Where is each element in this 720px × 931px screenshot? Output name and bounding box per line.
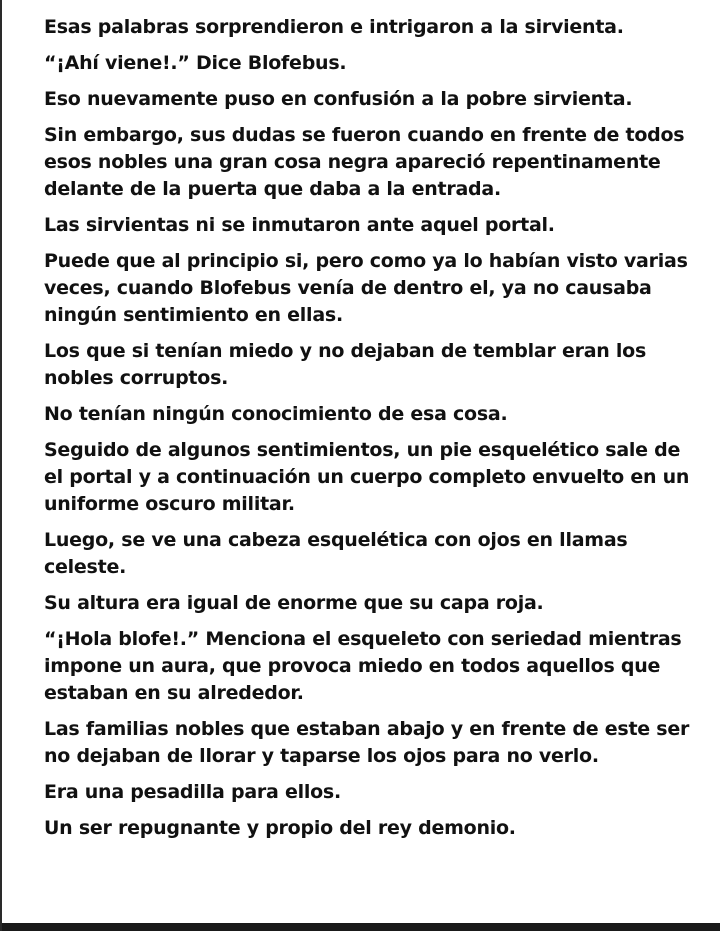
- paragraph-8: No tenían ningún conocimiento de esa cosa.: [44, 403, 508, 425]
- bottom-border-bar: [2, 923, 720, 931]
- document-body: [44, 14, 704, 851]
- paragraph-6: Puede que al principio si, pero como ya lo habían visto varias veces, cuando Blofebus venía de dentro el, ya no causaba ningún sentimiento en ellas.: [44, 250, 688, 326]
- paragraph-5: Las sirvientas ni se inmutaron ante aquel portal.: [44, 214, 555, 236]
- paragraph-14: Era una pesadilla para ellos.: [44, 781, 341, 803]
- paragraph-10: Luego, se ve una cabeza esquelética con ojos en llamas celeste.: [44, 529, 628, 578]
- paragraph-2: “¡Ahí viene!.” Dice Blofebus.: [44, 52, 347, 74]
- paragraph-1: Esas palabras sorprendieron e intrigaron a la sirvienta.: [44, 16, 624, 38]
- paragraph-15: Un ser repugnante y propio del rey demonio.: [44, 817, 516, 839]
- paragraph-9: Seguido de algunos sentimientos, un pie esquelético sale de el portal y a continuación un cuerpo completo envuelto en un uniforme oscuro militar.: [44, 439, 690, 515]
- paragraph-3: Eso nuevamente puso en confusión a la pobre sirvienta.: [44, 88, 633, 110]
- paragraph-12: “¡Hola blofe!.” Menciona el esqueleto con seriedad mientras impone un aura, que provoca miedo en todos aquellos que estaban en su alrededor.: [44, 628, 682, 704]
- paragraph-7: Los que si tenían miedo y no dejaban de temblar eran los nobles corruptos.: [44, 340, 647, 389]
- paragraph-11: Su altura era igual de enorme que su capa roja.: [44, 592, 544, 614]
- paragraph-13: Las familias nobles que estaban abajo y en frente de este ser no dejaban de llorar y taparse los ojos para no verlo.: [44, 718, 690, 767]
- paragraph-4: Sin embargo, sus dudas se fueron cuando en frente de todos esos nobles una gran cosa negra apareció repentinamente delante de la puerta que daba a la entrada.: [44, 124, 685, 200]
